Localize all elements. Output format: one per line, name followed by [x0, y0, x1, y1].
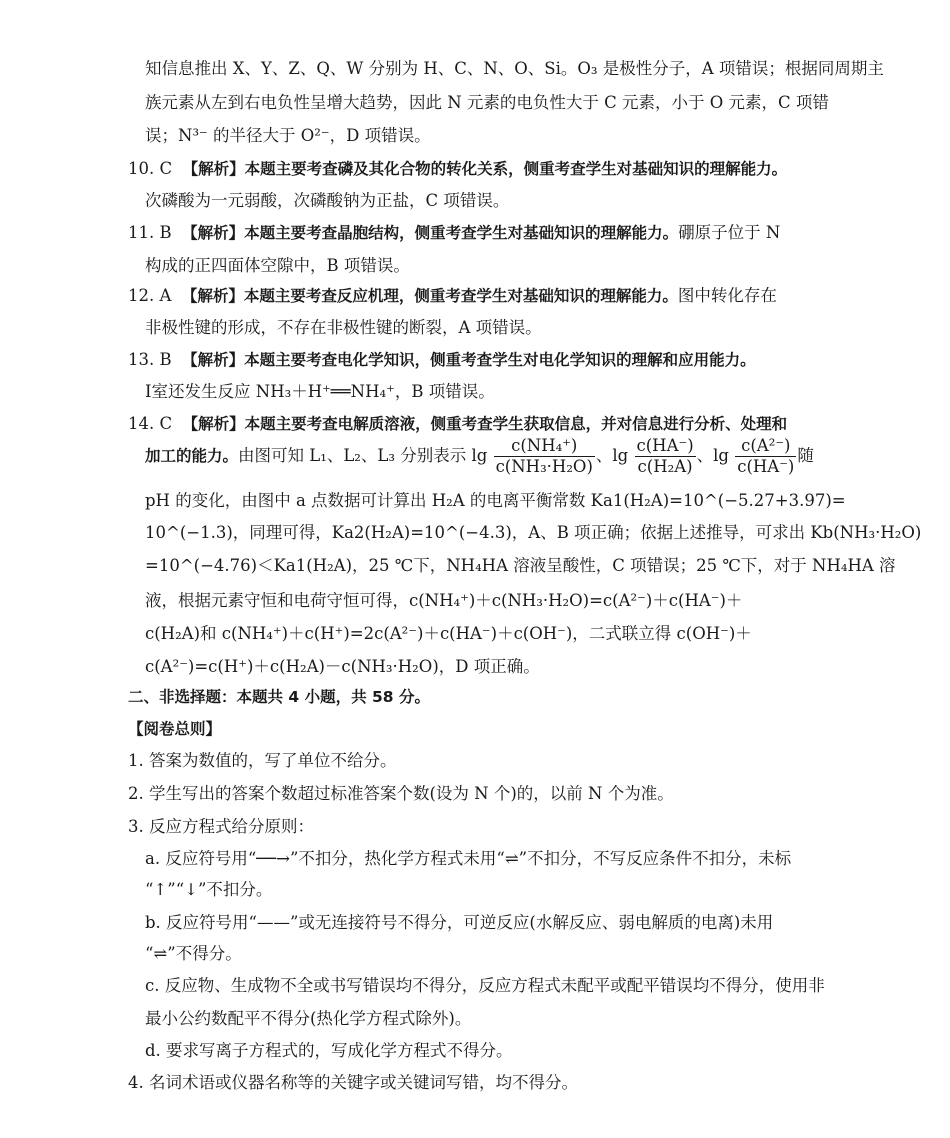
text-line: pH 的变化，由图中 a 点数据可计算出 H₂A 的电离平衡常数 Ka1(H₂A)=10^(−5.27+3.97)=	[145, 491, 846, 510]
answer-number: 14. C	[128, 414, 173, 433]
analysis-heading: 【解析】本题主要考查反应机理，侧重考查学生对基础知识的理解能力。	[181, 287, 678, 305]
rule-subitem: “⇌”不得分。	[145, 944, 242, 963]
text-line: 族元素从左到右电负性呈增大趋势，因此 N 元素的电负性大于 C 元素，小于 O 元素，C 项错	[145, 93, 829, 112]
section-heading: 二、非选择题：本题共 4 小题，共 58 分。	[128, 688, 430, 706]
rule-subitem: “↑”“↓”不扣分。	[145, 880, 273, 899]
answer-11	[128, 222, 780, 244]
text-line: 10^(−1.3)，同理可得，Ka2(H₂A)=10^(−4.3)，A、B 项正确；依据上述推导，可求出 Kb(NH₃·H₂O)	[145, 523, 922, 542]
rule-item: 3. 反应方程式给分原则：	[128, 817, 314, 836]
analysis-heading: 【解析】本题主要考查电解质溶液，侧重考查学生获取信息，并对信息进行分析、处理和	[182, 415, 788, 433]
text-fragment: 随	[797, 446, 814, 465]
rule-item: 2. 学生写出的答案个数超过标准答案个数(设为 N 个)的，以前 N 个为准。	[128, 784, 674, 803]
formula-line	[145, 436, 814, 477]
denominator: c(H₂A)	[637, 457, 693, 476]
rule-item: 4. 名词术语或仪器名称等的关键字或关键词写错，均不得分。	[128, 1073, 578, 1092]
text-fragment: 硼原子位于 N	[678, 223, 781, 242]
rule-subitem: d. 要求写离子方程式的，写成化学方程式不得分。	[145, 1041, 513, 1060]
text-line: 误；N³⁻ 的半径大于 O²⁻，D 项错误。	[145, 126, 431, 145]
numerator: c(HA⁻)	[636, 436, 694, 455]
fraction-ha	[635, 436, 696, 477]
answer-12	[128, 285, 777, 307]
rules-heading: 【阅卷总则】	[128, 720, 222, 738]
numerator: c(A²⁻)	[735, 436, 796, 457]
rule-subitem: c. 反应物、生成物不全或书写错误均不得分，反应方程式未配平或配平错误均不得分，使用非	[145, 976, 825, 995]
fraction-nh4	[494, 436, 595, 477]
text-line: 次磷酸为一元弱酸，次磷酸钠为正盐，C 项错误。	[145, 191, 510, 210]
text-fragment: 由图可知 L₁、L₂、L₃ 分别表示 lg	[238, 446, 488, 465]
analysis-heading: 【解析】本题主要考查电化学知识，侧重考查学生对电化学知识的理解和应用能力。	[182, 351, 756, 369]
separator: 、lg	[595, 446, 629, 465]
denominator: c(HA⁻)	[737, 457, 795, 476]
text-line: 液，根据元素守恒和电荷守恒可得，c(NH₄⁺)＋c(NH₃·H₂O)=c(A²⁻)＋c(HA⁻)＋	[145, 591, 743, 610]
answer-10	[128, 158, 787, 180]
answer-number: 11. B	[128, 223, 172, 242]
analysis-heading: 【解析】本题主要考查晶胞结构，侧重考查学生对基础知识的理解能力。	[182, 224, 679, 242]
text-line: 知信息推出 X、Y、Z、Q、W 分别为 H、C、N、O、Si。O₃ 是极性分子，A 项错误；根据同周期主	[145, 59, 884, 78]
numerator: c(NH₄⁺)	[494, 436, 595, 457]
rule-item: 1. 答案为数值的，写了单位不给分。	[128, 751, 397, 770]
answer-14	[128, 413, 787, 435]
text-line: 构成的正四面体空隙中，B 项错误。	[145, 256, 410, 275]
text-line: =10^(−4.76)＜Ka1(H₂A)，25 ℃下，NH₄HA 溶液呈酸性，C 项错误；25 ℃下，对于 NH₄HA 溶	[145, 556, 896, 575]
text-line: c(H₂A)和 c(NH₄⁺)＋c(H⁺)=2c(A²⁻)＋c(HA⁻)＋c(OH⁻)，二式联立得 c(OH⁻)＋	[145, 624, 752, 643]
rule-subitem: a. 反应符号用“──→”不扣分，热化学方程式未用“⇌”不扣分，不写反应条件不扣分，未标	[145, 849, 792, 868]
analysis-heading: 加工的能力。	[145, 447, 239, 465]
text-line: Ⅰ室还发生反应 NH₃＋H⁺══NH₄⁺，B 项错误。	[145, 382, 495, 401]
rule-subitem: b. 反应符号用“——”或无连接符号不得分，可逆反应(水解反应、弱电解质的电离)未用	[145, 913, 774, 932]
separator: 、lg	[696, 446, 729, 465]
analysis-heading: 【解析】本题主要考查磷及其化合物的转化关系，侧重考查学生对基础知识的理解能力。	[182, 160, 788, 178]
fraction-a2	[735, 436, 796, 477]
rule-subitem: 最小公约数配平不得分(热化学方程式除外)。	[145, 1009, 472, 1028]
denominator: c(NH₃·H₂O)	[495, 457, 593, 476]
text-line: c(A²⁻)=c(H⁺)＋c(H₂A)－c(NH₃·H₂O)，D 项正确。	[145, 657, 540, 676]
text-fragment: 图中转化存在	[677, 286, 777, 305]
answer-number: 13. B	[128, 350, 172, 369]
answer-number: 10. C	[128, 159, 173, 178]
answer-13	[128, 349, 756, 371]
text-line: 非极性键的形成，不存在非极性键的断裂，A 项错误。	[145, 318, 542, 337]
answer-number: 12. A	[128, 286, 172, 305]
